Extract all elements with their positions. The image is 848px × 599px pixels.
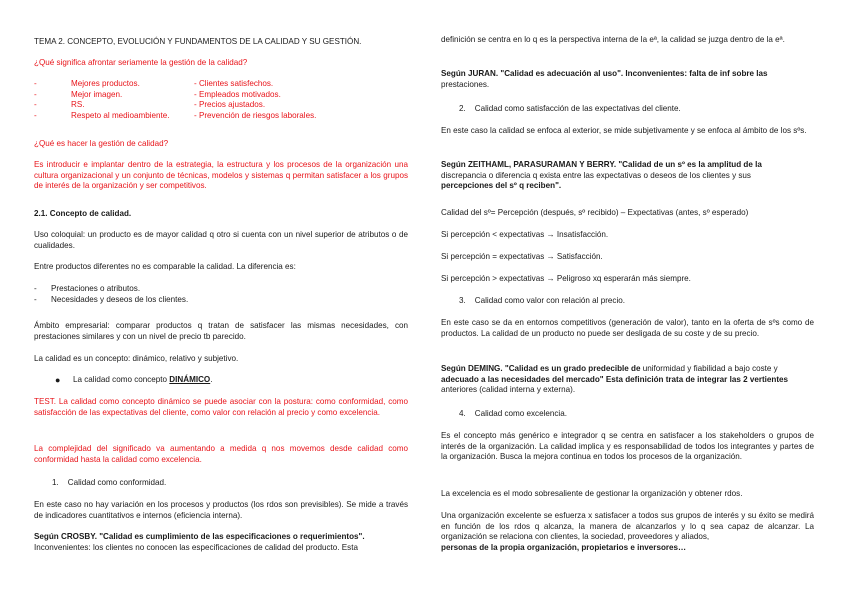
- list-item: - RS.: [34, 100, 85, 110]
- organizacion-text: Una organización excelente se esfuerza x satisfacer a todos sus grupos de interés y su éxito se medirá en función de los rdos q alcanza, la manera de alcanzarlos y lo q sea capaz de alcanzar. La organización se relaciona con clientes, la sociedad, proveedores y aliados,: [441, 511, 814, 542]
- question-1: ¿Qué significa afrontar seriamente la gestión de la calidad?: [34, 58, 248, 67]
- keyword-dinamico: DINÁMICO: [169, 375, 211, 384]
- section-heading: 2.1. Concepto de calidad.: [34, 209, 132, 218]
- zeithaml-definition-end: percepciones del sº q reciben".: [441, 181, 562, 191]
- paragraph-coloquial: Uso coloquial: un producto es de mayor calidad q otro si cuenta con un nivel superior de atributos o de cualidades.: [34, 230, 408, 250]
- paragraph-generico: Es el concepto más genérico e integrador q se centra en satisfacer a los stakeholders o grupos de interés de la organización. La calidad implica y es responsabilidad de todos los integrantes y partes de la organización. Busca la mejora continua en todos los procesos de la organización.: [441, 431, 814, 462]
- quality-formula: Calidad del sº= Percepción (después, sº recibido) – Expectativas (antes, sº esperado): [441, 208, 749, 217]
- organizacion-text-bold: personas de la propia organización, propietarios e inversores…: [441, 542, 687, 552]
- question-2-answer: Es introducir e implantar dentro de la estrategia, la estructura y los procesos de la organización una cultura organizacional y un conjunto de técnicas, modelos y sistemas q permitan satisfacer a los grupos de interés de la organización y ser competitivos.: [34, 160, 408, 191]
- crosby-paragraph: [34, 532, 408, 553]
- list-item: - Prevención de riesgos laborales.: [194, 110, 317, 120]
- item-satisfaccion: 2. Calidad como satisfacción de las expectativas del cliente.: [459, 104, 681, 113]
- bullet-dinamico: ● La calidad como concepto DINÁMICO.: [55, 375, 213, 385]
- deming-definition: Según DEMING. "Calidad es un grado predecible de: [441, 364, 641, 373]
- juran-definition: Según JURAN. "Calidad es adecuación al uso". Inconvenientes: falta de inf sobre las: [441, 69, 768, 78]
- list-item: - Prestaciones o atributos.: [34, 284, 141, 293]
- zeithaml-definition: Según ZEITHAML, PARASURAMAN Y BERRY. "Calidad de un sº es la amplitud de la: [441, 160, 762, 169]
- item-valor-precio: 3. Calidad como valor con relación al precio.: [459, 296, 626, 305]
- paragraph-concepto: La calidad es un concepto: dinámico, relativo y subjetivo.: [34, 354, 239, 363]
- bullet-icon: ●: [55, 375, 61, 385]
- page-title: TEMA 2. CONCEPTO, EVOLUCIÓN Y FUNDAMENTOS DE LA CALIDAD Y SU GESTIÓN.: [34, 37, 362, 46]
- list-item: - Empleados motivados.: [194, 89, 281, 99]
- paragraph-organizacion: [441, 511, 814, 553]
- rule-insatisfaccion: Si percepción < expectativas → Insatisfacción.: [441, 230, 609, 239]
- zeithaml-paragraph: [441, 160, 814, 192]
- deming-paragraph: Según DEMING. "Calidad es un grado predecible de uniformidad y fiabilidad a bajo coste y adecuado a las necesidades del mercado" Esta definición trata de integrar las 2 vertientes anteriores (calidad interna y externa).: [441, 364, 814, 396]
- differences-list: [34, 284, 408, 305]
- list-item: - Precios ajustados.: [194, 100, 266, 110]
- paragraph-continuation: definición se centra en lo q es la perspectiva interna de la eª, la calidad se juzga dentro de la eª.: [441, 35, 785, 44]
- item-excelencia: 4. Calidad como excelencia.: [459, 409, 567, 418]
- complexity-paragraph: La complejidad del significado va aumentando a medida q nos movemos desde calidad como conformidad hasta la calidad como excelencia.: [34, 444, 408, 464]
- question-2: ¿Qué es hacer la gestión de calidad?: [34, 139, 169, 148]
- paragraph-variacion: En este caso no hay variación en los procesos y productos (los rdos son previsibles). Se mide a través de indicadores cuantitativos e internos (eficiencia interna).: [34, 500, 408, 520]
- rule-peligroso: Si percepción > expectativas → Peligroso xq esperarán más siempre.: [441, 274, 691, 283]
- list-item: - Mejor imagen.: [34, 89, 123, 99]
- crosby-drawbacks: Inconvenientes: los clientes no conocen las especificaciones de calidad del producto. Esta: [34, 542, 358, 552]
- item-conformidad: 1. Calidad como conformidad.: [52, 478, 167, 487]
- paragraph-excelencia: La excelencia es el modo sobresaliente de gestionar la organización y obtener rdos.: [441, 489, 743, 498]
- paragraph-exterior: En este caso la calidad se enfoca al exterior, se mide subjetivamente y se enfoca al ámbito de los sºs.: [441, 126, 807, 135]
- paragraph-ambito: Ámbito empresarial: comparar productos q tratan de satisfacer las mismas necesidades, con prestaciones similares y con un nivel de precio tb parecido.: [34, 321, 408, 341]
- list-item: - Mejores productos.: [34, 79, 140, 88]
- deming-text: anteriores (calidad interna y externa).: [441, 385, 576, 395]
- zeithaml-text: discrepancia o diferencia q exista entre las expectativas o deseos de los clientes y sus: [441, 170, 751, 180]
- paragraph-entre: Entre productos diferentes no es comparable la calidad. La diferencia es:: [34, 262, 296, 271]
- paragraph-entornos: En este caso se da en entornos competitivos (generación de valor), tanto en la oferta de sºs como de productos. La calidad de un producto no puede ser desligada de su coste y de su precio.: [441, 318, 814, 338]
- list-item: - Clientes satisfechos.: [194, 79, 274, 88]
- crosby-definition: Según CROSBY. "Calidad es cumplimiento de las especificaciones o requerimientos".: [34, 532, 365, 541]
- deming-definition-cont: adecuado a las necesidades del mercado" Esta definición trata de integrar las 2 vertientes: [441, 374, 789, 384]
- rule-satisfaccion: Si percepción = expectativas → Satisfacción.: [441, 252, 603, 261]
- juran-drawbacks: prestaciones.: [441, 79, 490, 89]
- list-item: - Necesidades y deseos de los clientes.: [34, 294, 189, 304]
- test-paragraph: TEST. La calidad como concepto dinámico se puede asociar con la postura: como conformidad, como satisfacción de las expectativas del cliente, como valor con relación al precio y como excelencia.: [34, 397, 408, 417]
- list-item: - Respeto al medioambiente.: [34, 110, 170, 120]
- benefits-list: [34, 79, 408, 121]
- juran-paragraph: [441, 69, 814, 90]
